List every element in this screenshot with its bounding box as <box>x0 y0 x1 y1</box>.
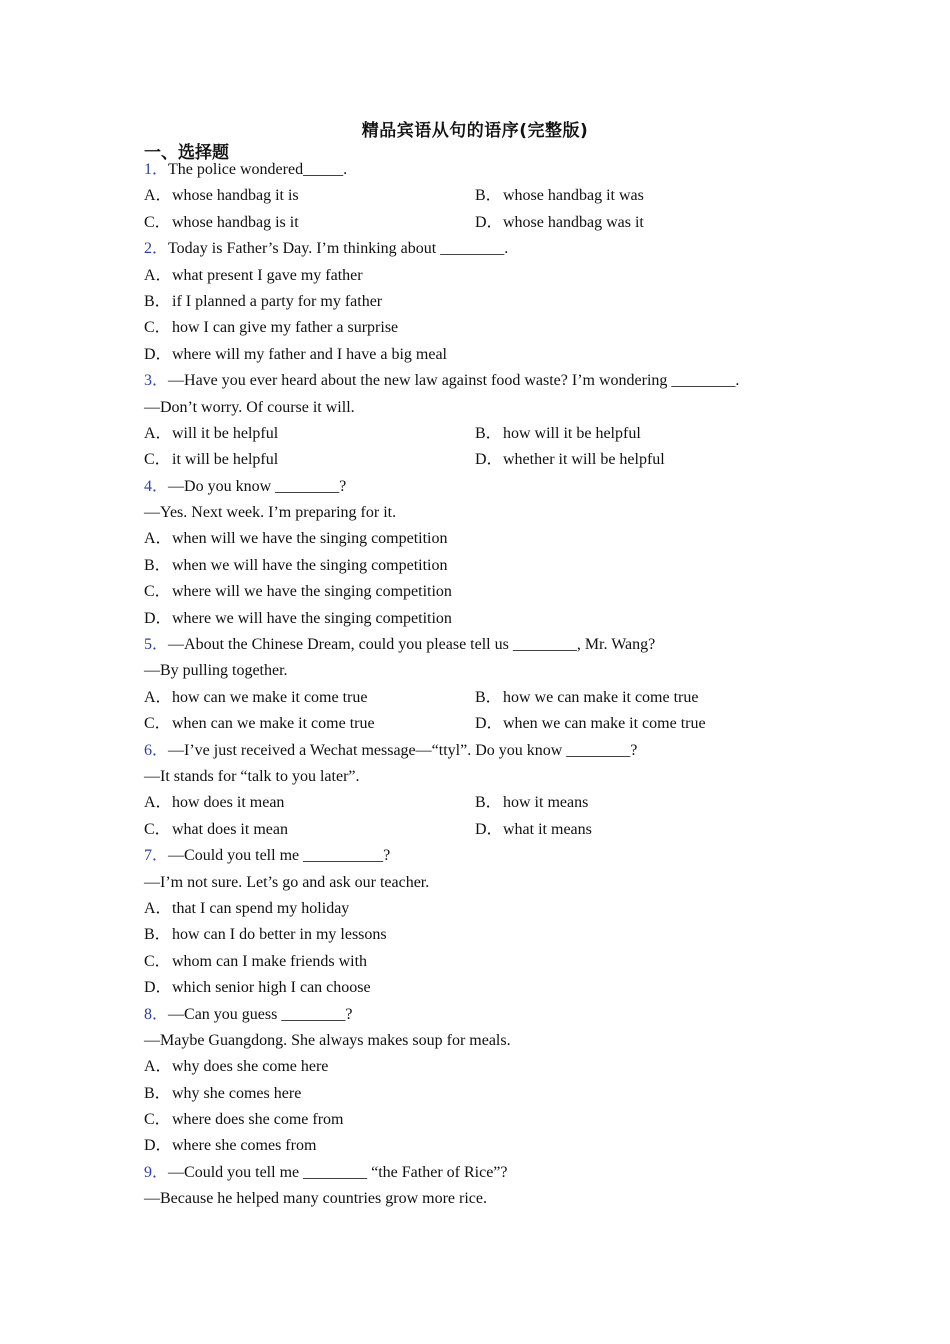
option-row <box>144 342 824 368</box>
answer-option <box>144 1133 316 1159</box>
option-letter: C． <box>144 319 171 337</box>
option-row <box>144 922 824 948</box>
option-text: where will my father and I have a big meal <box>172 345 447 363</box>
option-row <box>144 685 824 711</box>
answer-option <box>144 817 475 843</box>
question-stem <box>144 236 824 262</box>
answer-option <box>144 447 475 473</box>
option-letter: B． <box>144 556 171 574</box>
answer-option <box>144 685 475 711</box>
option-letter: A． <box>144 1058 172 1076</box>
option-text: whose handbag was it <box>503 213 644 231</box>
option-letter: B． <box>144 292 171 310</box>
option-row <box>144 606 824 632</box>
option-text: why she comes here <box>172 1084 302 1102</box>
option-text: whose handbag it was <box>503 187 644 205</box>
question-stem <box>144 157 824 183</box>
option-letter: C． <box>144 583 171 601</box>
option-row <box>144 526 824 552</box>
question-dialogue-line <box>144 395 824 421</box>
option-text: how will it be helpful <box>503 424 641 442</box>
answer-option <box>144 1081 301 1107</box>
answer-option <box>144 579 452 605</box>
question-dialogue-line <box>144 500 824 526</box>
option-text: where she comes from <box>172 1137 317 1155</box>
question-dialogue-line <box>144 658 824 684</box>
answer-option <box>144 210 475 236</box>
option-row <box>144 949 824 975</box>
question-text: —Can you guess ________? <box>168 1005 353 1023</box>
option-text: if I planned a party for my father <box>172 292 383 310</box>
question-text: —Yes. Next week. I’m preparing for it. <box>144 504 397 522</box>
option-text: what it means <box>503 820 592 838</box>
option-text: whose handbag it is <box>172 187 299 205</box>
option-letter: D． <box>475 820 503 838</box>
option-text: how can we make it come true <box>172 688 368 706</box>
question-stem <box>144 474 824 500</box>
option-row <box>144 896 824 922</box>
option-letter: B． <box>475 424 502 442</box>
question-stem <box>144 1160 824 1186</box>
answer-option <box>144 711 475 737</box>
option-letter: A． <box>144 688 172 706</box>
question-stem <box>144 843 824 869</box>
option-letter: C． <box>144 820 171 838</box>
option-letter: B． <box>475 187 502 205</box>
question-stem <box>144 1002 824 1028</box>
question-text: Today is Father’s Day. I’m thinking about ________. <box>168 240 509 258</box>
question-text: The police wondered_____. <box>168 161 348 178</box>
option-row <box>144 447 824 473</box>
answer-option <box>144 922 387 948</box>
answer-option <box>144 975 371 1001</box>
answer-option <box>475 447 806 473</box>
question-text: —Could you tell me __________? <box>168 847 391 865</box>
option-letter: C． <box>144 952 171 970</box>
question-dialogue-line <box>144 1028 824 1054</box>
question-text: —Do you know ________? <box>168 477 347 495</box>
answer-option <box>475 685 806 711</box>
answer-option <box>144 315 398 341</box>
option-row <box>144 421 824 447</box>
option-row <box>144 975 824 1001</box>
option-letter: D． <box>475 213 503 231</box>
question-list <box>144 157 824 1213</box>
option-text: where we will have the singing competition <box>172 609 452 627</box>
answer-option <box>144 606 452 632</box>
question-stem <box>144 738 824 764</box>
question-number: 7． <box>144 847 169 865</box>
option-row <box>144 1107 824 1133</box>
option-row <box>144 289 824 315</box>
answer-option <box>144 289 382 315</box>
option-letter: A． <box>144 794 172 812</box>
option-text: that I can spend my holiday <box>172 899 350 917</box>
option-text: where will we have the singing competition <box>172 583 452 601</box>
question-number: 4． <box>144 477 169 495</box>
option-letter: D． <box>144 1137 172 1155</box>
question-stem <box>144 632 824 658</box>
option-letter: B． <box>144 1084 171 1102</box>
answer-option <box>144 421 475 447</box>
answer-option <box>475 183 806 209</box>
option-text: what does it mean <box>172 820 288 838</box>
option-letter: D． <box>475 451 503 469</box>
question-text: —Don’t worry. Of course it will. <box>144 398 355 416</box>
option-text: what present I gave my father <box>172 266 363 284</box>
answer-option <box>144 342 447 368</box>
option-letter: C． <box>144 1111 171 1129</box>
option-letter: D． <box>144 979 172 997</box>
option-text: how it means <box>503 794 589 812</box>
answer-option <box>144 790 475 816</box>
option-text: whom can I make friends with <box>172 952 368 970</box>
option-text: where does she come from <box>172 1111 344 1129</box>
option-letter: D． <box>144 609 172 627</box>
answer-option <box>475 711 806 737</box>
option-letter: B． <box>475 688 502 706</box>
option-letter: A． <box>144 530 172 548</box>
option-row <box>144 817 824 843</box>
option-text: it will be helpful <box>172 451 279 469</box>
option-letter: D． <box>475 715 503 733</box>
question-text: —By pulling together. <box>144 662 288 680</box>
question-dialogue-line <box>144 764 824 790</box>
question-dialogue-line <box>144 1186 824 1212</box>
question-number: 1． <box>144 161 169 178</box>
answer-option <box>144 896 349 922</box>
question-text: —Could you tell me ________ “the Father of Rice”? <box>168 1163 508 1181</box>
option-letter: A． <box>144 424 172 442</box>
option-row <box>144 1133 824 1159</box>
option-text: which senior high I can choose <box>172 979 371 997</box>
question-number: 8． <box>144 1005 169 1023</box>
option-letter: B． <box>475 794 502 812</box>
option-letter: D． <box>144 345 172 363</box>
question-number: 2． <box>144 240 169 258</box>
answer-option <box>475 421 806 447</box>
option-letter: A． <box>144 187 172 205</box>
answer-option <box>144 526 448 552</box>
option-text: how we can make it come true <box>503 688 699 706</box>
option-text: will it be helpful <box>172 424 279 442</box>
option-row <box>144 1081 824 1107</box>
option-text: whose handbag is it <box>172 213 299 231</box>
question-text: —Have you ever heard about the new law against food waste? I’m wondering ________. <box>168 372 740 390</box>
question-text: —Maybe Guangdong. She always makes soup for meals. <box>144 1031 511 1049</box>
answer-option <box>144 263 363 289</box>
question-stem <box>144 368 824 394</box>
question-text: —I’ve just received a Wechat message—“ttyl”. Do you know ________? <box>168 741 638 759</box>
option-text: when can we make it come true <box>172 715 375 733</box>
option-row <box>144 263 824 289</box>
question-number: 6． <box>144 741 169 759</box>
option-text: how does it mean <box>172 794 285 812</box>
option-row <box>144 553 824 579</box>
question-text: —Because he helped many countries grow more rice. <box>144 1190 487 1208</box>
option-text: when we will have the singing competition <box>172 556 448 574</box>
answer-option <box>475 210 806 236</box>
option-letter: A． <box>144 899 172 917</box>
question-number: 3． <box>144 372 169 390</box>
option-letter: B． <box>144 926 171 944</box>
answer-option <box>144 1054 328 1080</box>
question-text: —I’m not sure. Let’s go and ask our teacher. <box>144 873 430 891</box>
question-text: —About the Chinese Dream, could you please tell us ________, Mr. Wang? <box>168 636 656 654</box>
option-row <box>144 579 824 605</box>
option-row <box>144 1054 824 1080</box>
document-title: 精品宾语从句的语序(完整版) <box>361 121 589 141</box>
option-letter: C． <box>144 213 171 231</box>
option-row <box>144 315 824 341</box>
answer-option <box>144 949 367 975</box>
question-number: 9． <box>144 1163 169 1181</box>
question-dialogue-line <box>144 870 824 896</box>
answer-option <box>475 790 806 816</box>
option-letter: C． <box>144 715 171 733</box>
option-text: whether it will be helpful <box>503 451 665 469</box>
answer-option <box>144 553 448 579</box>
option-row <box>144 210 824 236</box>
answer-option <box>144 1107 344 1133</box>
option-text: when will we have the singing competition <box>172 530 448 548</box>
question-number: 5． <box>144 636 169 654</box>
option-row <box>144 183 824 209</box>
option-letter: A． <box>144 266 172 284</box>
option-text: how I can give my father a surprise <box>172 319 399 337</box>
option-row <box>144 711 824 737</box>
option-text: why does she come here <box>172 1058 329 1076</box>
answer-option <box>144 183 475 209</box>
option-text: how can I do better in my lessons <box>172 926 387 944</box>
option-text: when we can make it come true <box>503 715 706 733</box>
answer-option <box>475 817 806 843</box>
question-text: —It stands for “talk to you later”. <box>144 767 360 785</box>
option-letter: C． <box>144 451 171 469</box>
section-heading: 一、选择题 <box>144 143 229 163</box>
option-row <box>144 790 824 816</box>
